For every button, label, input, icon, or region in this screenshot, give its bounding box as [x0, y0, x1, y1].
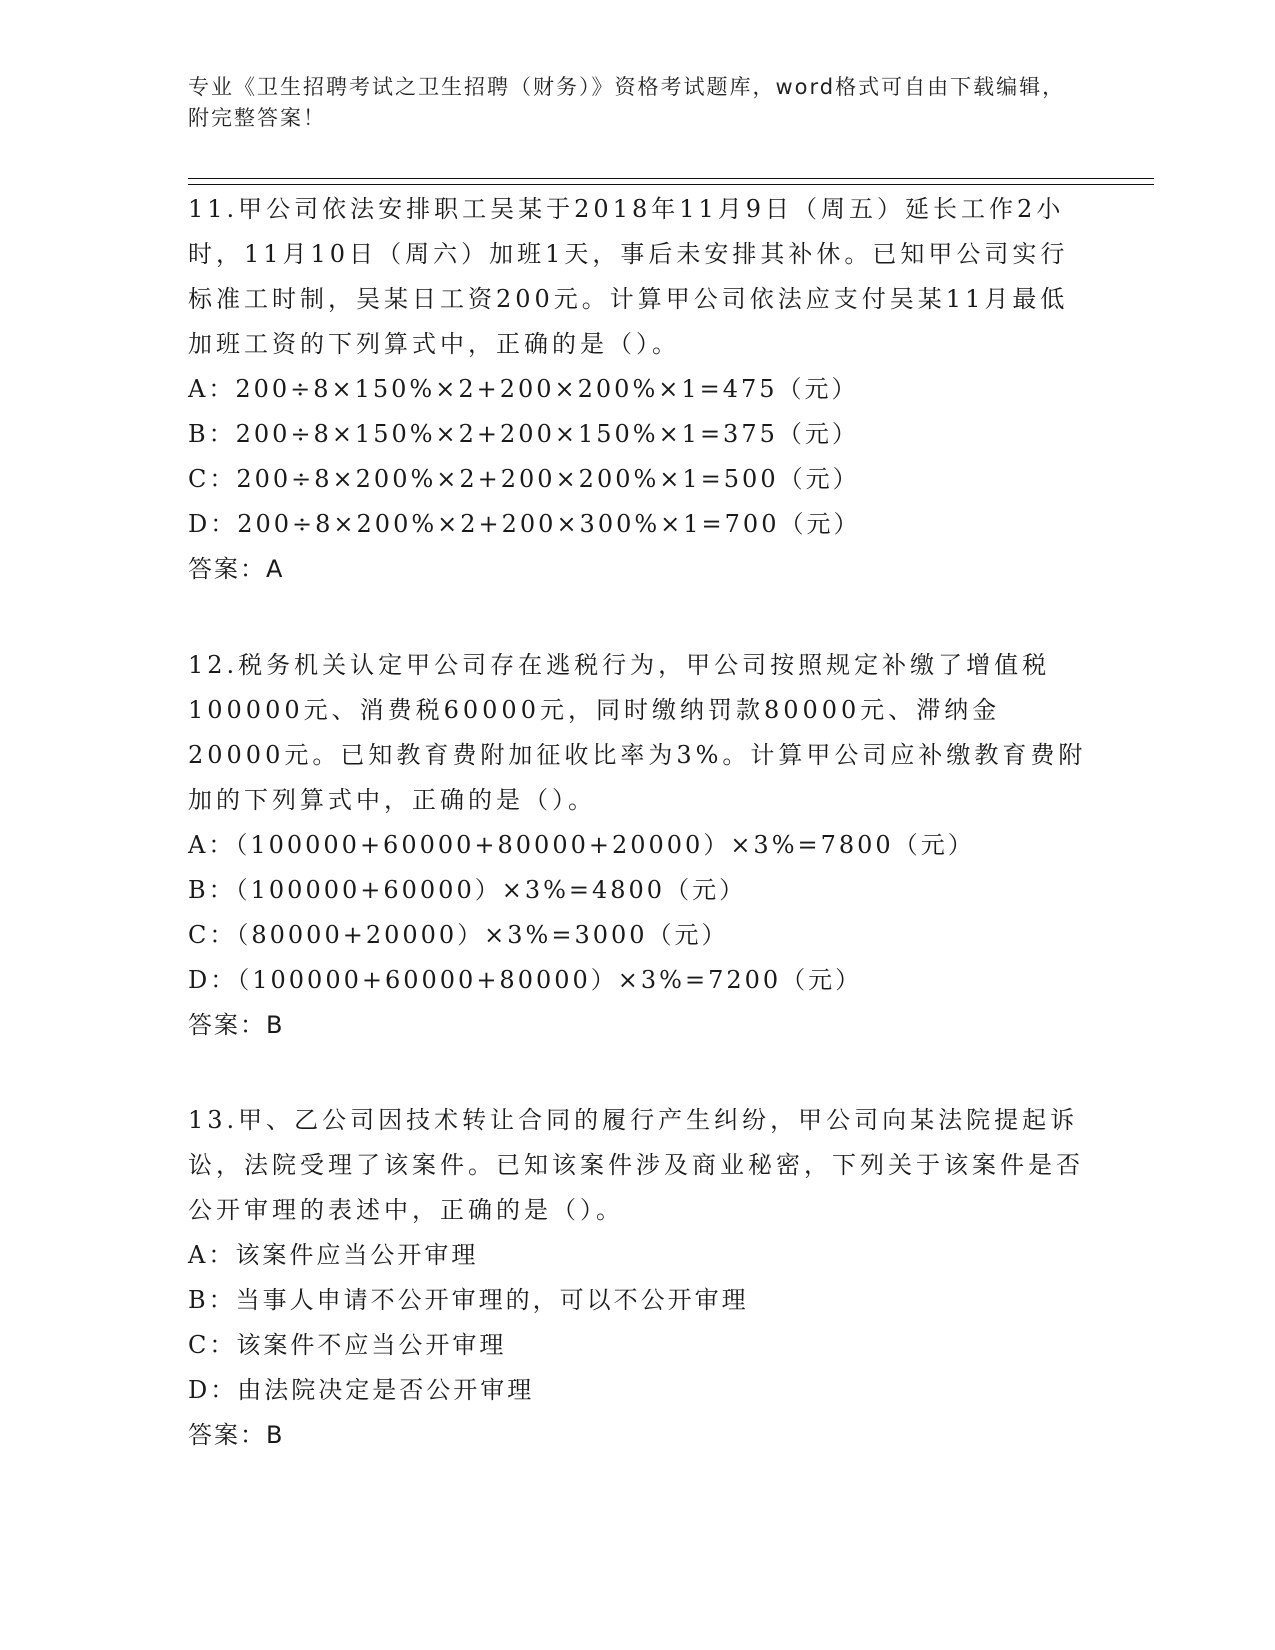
option-a: A：200÷8×150%×2+200×200%×1=475（元） — [188, 375, 859, 403]
option-c: C：该案件不应当公开审理 — [188, 1331, 507, 1359]
question-13 — [188, 1098, 1088, 1458]
answer: 答案：A — [188, 555, 285, 583]
option-b: B：当事人申请不公开审理的，可以不公开审理 — [188, 1286, 749, 1314]
header-divider-thick — [188, 184, 1154, 185]
answer: 答案：B — [188, 1011, 285, 1039]
option-b: B：（100000+60000）×3%=4800（元） — [188, 876, 747, 904]
document-header: 专业《卫生招聘考试之卫生招聘（财务）》资格考试题库，word格式可自由下载编辑，附完整答案！ — [188, 75, 1066, 130]
question-12 — [188, 643, 1088, 1048]
option-d: D：（100000+60000+80000）×3%=7200（元） — [188, 966, 863, 994]
option-c: C：（80000+20000）×3%=3000（元） — [188, 921, 729, 949]
option-a: A：（100000+60000+80000+20000）×3%=7800（元） — [188, 831, 975, 859]
option-b: B：200÷8×150%×2+200×150%×1=375（元） — [188, 420, 859, 448]
question-stem: 13.甲、乙公司因技术转让合同的履行产生纠纷，甲公司向某法院提起诉讼，法院受理了该案件。已知该案件涉及商业秘密，下列关于该案件是否公开审理的表述中，正确的是（）。 — [188, 1106, 1084, 1224]
option-d: D：200÷8×200%×2+200×300%×1=700（元） — [188, 510, 861, 538]
header-divider-thin — [188, 178, 1154, 179]
option-a: A：该案件应当公开审理 — [188, 1241, 479, 1269]
question-stem: 12.税务机关认定甲公司存在逃税行为，甲公司按照规定补缴了增值税100000元、消费税60000元，同时缴纳罚款80000元、滞纳金20000元。已知教育费附加征收比率为3%。计算甲公司应补缴教育费附加的下列算式中，正确的是（）。 — [188, 651, 1087, 814]
answer: 答案：B — [188, 1421, 285, 1449]
question-stem: 11.甲公司依法安排职工吴某于2018年11月9日（周五）延长工作2小时，11月10日（周六）加班1天，事后未安排其补休。已知甲公司实行标准工时制，吴某日工资200元。计算甲公司依法应支付吴某11月最低加班工资的下列算式中，正确的是（）。 — [188, 195, 1069, 358]
option-c: C：200÷8×200%×2+200×200%×1=500（元） — [188, 465, 860, 493]
question-11 — [188, 187, 1088, 592]
option-d: D：由法院决定是否公开审理 — [188, 1376, 535, 1404]
